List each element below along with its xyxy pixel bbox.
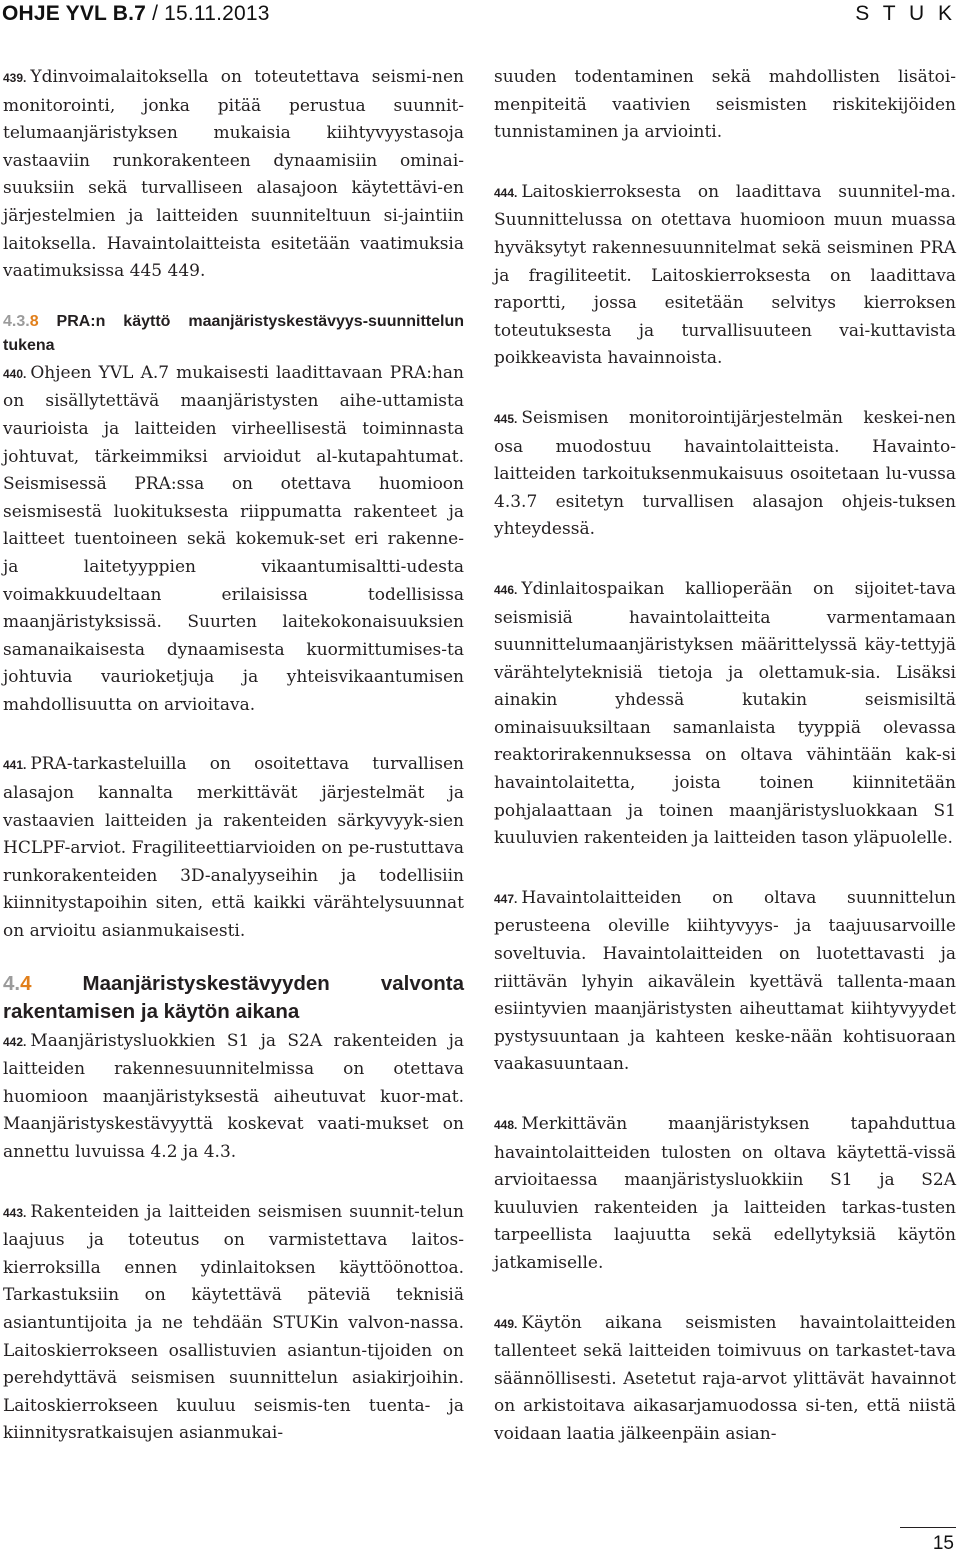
paragraph-number: 444. [494,185,518,200]
page-number: 15 [932,1533,954,1554]
paragraph-449 [494,1310,956,1449]
section-title: PRA:n käyttö maanjäristyskestävyys-suunnittelun tukena [3,312,465,354]
paragraph-number: 442. [3,1034,27,1049]
paragraph-number: 439. [3,71,27,85]
section-number-accent: 8 [29,312,39,330]
section-number-accent: 4 [20,971,32,995]
paragraph-text: Käytön aikana seismisten havaintolaitteiden tallenteet sekä laitteiden toimivuus on tarkastet-tava säännöllisesti. Asetetut raja-arvot ylittävät havainnot on arkistoitava aikasarjamuodossa si-ten, että niistä voidaan laatia jälkeenpäin asian- [494,1312,956,1444]
right-column [494,64,956,1481]
paragraph-text: Maanjäristysluokkien S1 ja S2A rakenteiden ja laitteiden rakennesuunnitelmissa on otettava huomioon maanjäristyksestä aiheutuvat kuor-mat. Maanjäristyskestävyyttä koskevat vaati-mukset on annettu luvuissa 4.2 ja 4.3. [3,1030,464,1162]
left-column [3,64,464,1480]
paragraph-text: Laitoskierroksesta on laadittava suunnitel-ma. Suunnittelussa on otettava huomioon muun muassa hyväksytyt rakennesuunnitelmat sekä seisminen PRA ja fragiliteetit. Laitoskierroksesta on laadittava raportti, jossa esitetään selvitys kierroksen toteutuksesta ja turvallisuuteen vai-kuttavista poikkeavista havainnoista. [494,181,956,369]
paragraph-text: Seismisen monitorointijärjestelmän keskei-nen osa muodostuu havaintolaitteista. Havainto-laitteiden tarkoituksenmukaisuus osoitetaan lu-vussa 4.3.7 esitetyn turvallisen alasajon ohjeis-tuksen yhteydessä. [494,407,956,540]
paragraph-number: 443. [3,1205,27,1220]
paragraph-444 [494,179,956,373]
section-title: Maanjäristyskestävyyden valvonta rakentamisen ja käytön aikana [3,971,464,1023]
paragraph-text: Merkittävän maanjäristyksen tapahduttua havaintolaitteiden tulosten on oltava käytettä-vissä arvioitaessa maanjäristysluokkiin S1 ja S2A kuuluvien rakenteiden ja laitteiden tarkas-tusten tarpeellista laajuutta sekä edellytyksiä käytön jatkamiselle. [494,1114,956,1273]
paragraph-number: 448. [494,1118,518,1132]
paragraph-439 [3,64,464,286]
paragraph-number: 446. [494,582,518,597]
paragraph-441 [3,751,464,945]
header-date: 15.11.2013 [164,2,270,25]
section-heading-4-4 [3,970,464,1026]
section-number: 4.3. [3,312,30,330]
paragraph-number: 441. [3,758,27,773]
paragraph-number: 445. [494,411,518,426]
paragraph-text: Havaintolaitteiden on oltava suunnittelun perusteena oleville kiihtyvyys- ja taajuusarvoille soveltuvia. Havaintolaitteiden on luotettavasti ja riittävän lyhyin aikavälein kyettävä tallenta-maan esiintyvien maanjäristysten aiheuttamat kiihtyvyydet pystysuuntaan ja kahteen keske-nään kohtisuoraan vaakasuuntaan. [494,887,956,1075]
paragraph-number: 440. [3,366,27,381]
paragraph-text: PRA-tarkasteluilla on osoitettava turvallisen alasajon kannalta merkittävät järjestelmät ja vastaavien laitteiden ja rakenteiden särkyvyyk-sien HCLPF-arviot. Fragiliteettiarvioiden on pe-rustuttava runkorakenteiden 3D-analyyseihin ja todellisiin kiinnitystapoihin siten, että kaikki värähtelysuunnat on arvioitu asianmukaisesti. [3,754,464,942]
paragraph-text: suuden todentaminen sekä mahdollisten lisätoi-menpiteitä vaativien seismisten riskitekijöiden tunnistaminen ja arviointi. [494,67,956,143]
paragraph-text: Rakenteiden ja laitteiden seismisen suunnit-telun laajuus ja toteutus on varmistettava laitos-kierroksilla ennen ydinlaitoksen käyttöönottoa. Tarkastuksiin on käytettävä päteviä teknisiä asiantuntijoita ja ne tehdään STUKin valvon-nassa. Laitoskierrokseen osallistuvien asiantun-tijoiden on perehdyttävä seismisen suunnittelun asiakirjoihin. Laitoskierrokseen kuuluu seismis-ten tuenta- ja kiinnitysratkaisujen asianmukai- [3,1201,464,1444]
paragraph-443-continued [494,64,956,147]
paragraph-440 [3,360,464,720]
footer-rule [900,1527,956,1528]
paragraph-number: 447. [494,891,518,906]
header-separator: / [146,2,165,25]
section-number: 4. [3,971,21,995]
paragraph-number: 449. [494,1316,518,1331]
header-org: S T U K [855,2,956,25]
paragraph-text: Ohjeen YVL A.7 mukaisesti laadittavaan PRA:han on sisällytettävä maanjäristysten aihe-uttamista vaurioista ja laitteiden virheellisestä toiminnasta johtuvat, tärkeimmiksi arvioidut al-kutapahtumat. Seismisessä PRA:ssa on otettava huomioon seismisestä luokituksesta riippumatta rakenteet ja laitteet tuentoineen sekä kokemuk-set eri rakenne- ja laitetyyppien vikaantumisaltti-udesta voimakkuudeltaan erilaisissa todellisissa maanjäristyksissä. Suurten laitekokonaisuuksien samanaikaisesta dynaamisesta kuormittumises-ta johtuvia vaurioketjuja ja yhteisvikaantumisen mahdollisuutta on arvioitava. [3,362,464,715]
header-doc-ref [2,2,270,26]
paragraph-447 [494,885,956,1079]
paragraph-446 [494,576,956,853]
paragraph-443 [3,1199,464,1448]
paragraph-448 [494,1111,956,1278]
section-heading-4-3-8 [3,310,464,358]
paragraph-445 [494,405,956,544]
paragraph-442 [3,1028,464,1167]
paragraph-text: Ydinlaitospaikan kallioperään on sijoitet-tava seismisiä havaintolaitteita varmentamaan suunnittelumaanjäristyksen määrittelyssä käy-tettyjä värähtelyteknisiä tietoja ja olettamuk-sia. Lisäksi ainakin yhdessä kutakin seismisiltä ominaisuuksiltaan samanlaista tyyppiä olevassa reaktorirakennuksessa on oltava vähintään kak-si havaintolaitetta, joista toinen kiinnitetään pohjalaattaan ja toinen maanjäristysluokkaan S1 kuuluvien rakenteiden ja laitteiden tason yläpuolelle. [494,578,956,849]
header-doc-id: OHJE YVL B.7 [2,2,147,25]
paragraph-text: Ydinvoimalaitoksella on toteutettava seismi-nen monitorointi, jonka pitää perustua suunnit-telumaanjäristyksen mukaisia kiihtyvyystasoja vastaaviin runkorakenteen dynaamisiin ominai-suuksiin sekä turvalliseen alasajoon käytettävi-en järjestelmien ja laitteiden suunniteltuun si-jaintiin laitoksella. Havaintolaitteista esitetään vaatimuksia vaatimuksissa 445 449. [3,67,464,282]
